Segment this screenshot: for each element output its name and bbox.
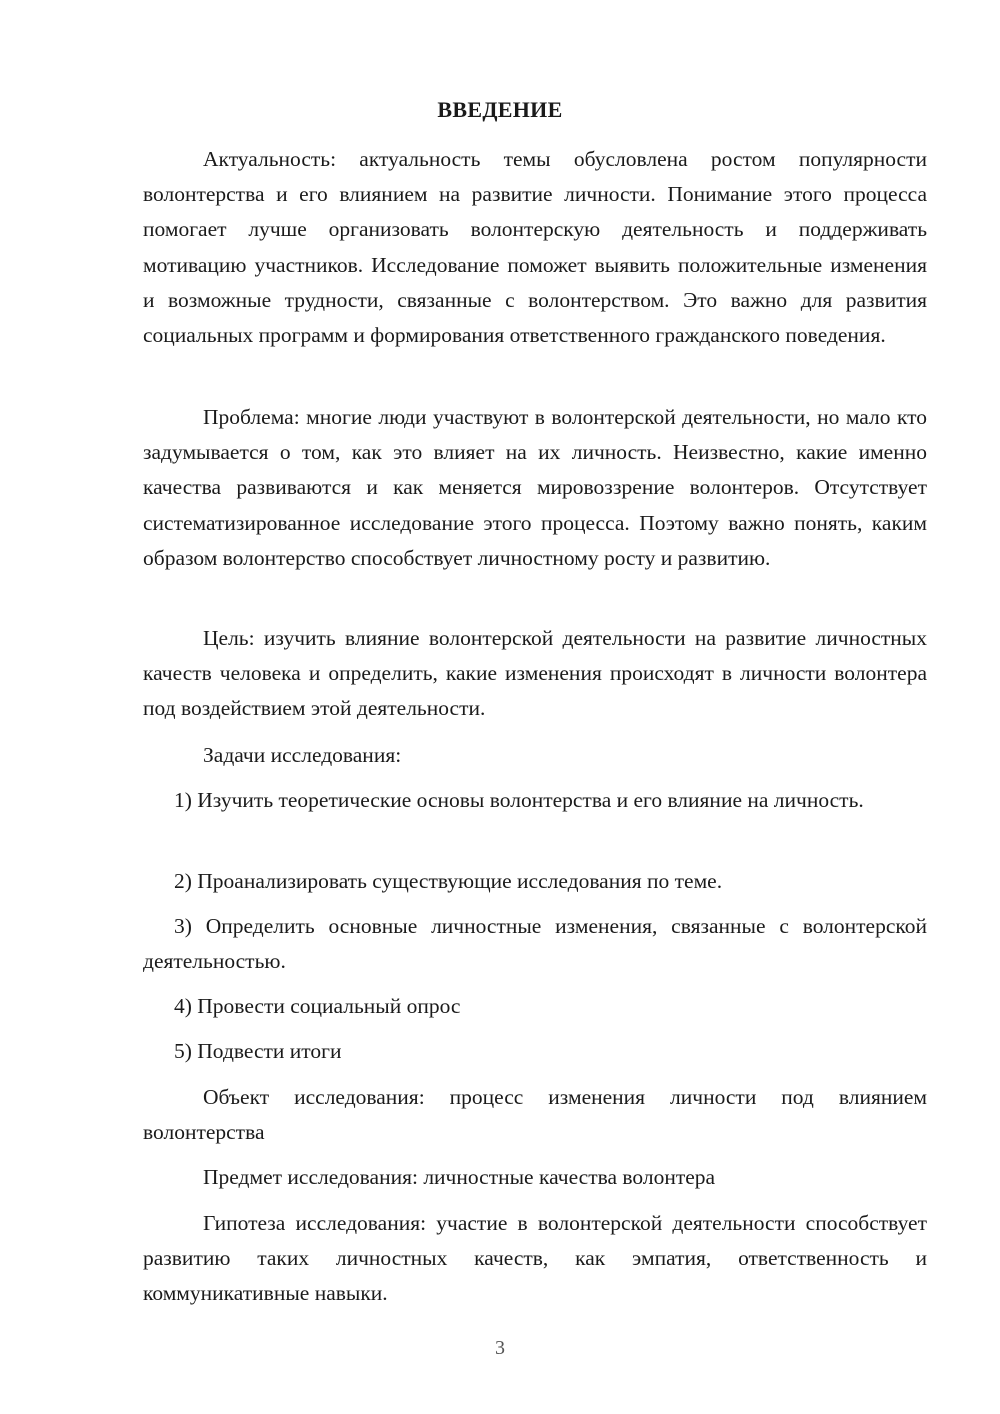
task-item-4: 4) Провести социальный опрос <box>174 994 461 1018</box>
hypothesis-paragraph: Гипотеза исследования: участие в волонтерской деятельности способствует развитию таких личностных качеств, как эмпатия, ответственность и коммуникативные навыки. <box>143 1211 927 1306</box>
goal-paragraph: Цель: изучить влияние волонтерской деятельности на развитие личностных качеств человека и определить, какие изменения происходят в личности волонтера под воздействием этой деятельности. <box>143 626 927 721</box>
object-paragraph: Объект исследования: процесс изменения личности под влиянием волонтерства <box>143 1085 927 1145</box>
tasks-title: Задачи исследования: <box>203 743 402 767</box>
task-item-2: 2) Проанализировать существующие исследования по теме. <box>174 869 723 893</box>
task-item-5: 5) Подвести итоги <box>174 1039 342 1063</box>
task-item-1: 1) Изучить теоретические основы волонтерства и его влияние на личность. <box>174 788 864 812</box>
relevance-paragraph: Актуальность: актуальность темы обусловлена ростом популярности волонтерства и его влиянием на развитие личности. Понимание этого процесса помогает лучше организовать волонтерскую деятельность и поддерживать мотивацию участников. Исследование поможет выявить положительные изменения и возможные трудности, связанные с волонтерством. Это важно для развития социальных программ и формирования ответственного гражданского поведения. <box>143 147 927 348</box>
task-item-3: 3) Определить основные личностные изменения, связанные с волонтерской деятельностью. <box>143 914 927 974</box>
subject-paragraph: Предмет исследования: личностные качества волонтера <box>203 1165 716 1189</box>
page-number: 3 <box>495 1337 505 1359</box>
page-title: ВВЕДЕНИЕ <box>437 97 563 122</box>
problem-paragraph: Проблема: многие люди участвуют в волонтерской деятельности, но мало кто задумывается о том, как это влияет на их личность. Неизвестно, какие именно качества развиваются и как меняется мировоззрение волонтеров. Отсутствует систематизированное исследование этого процесса. Поэтому важно понять, каким образом волонтерство способствует личностному росту и развитию. <box>143 405 927 570</box>
